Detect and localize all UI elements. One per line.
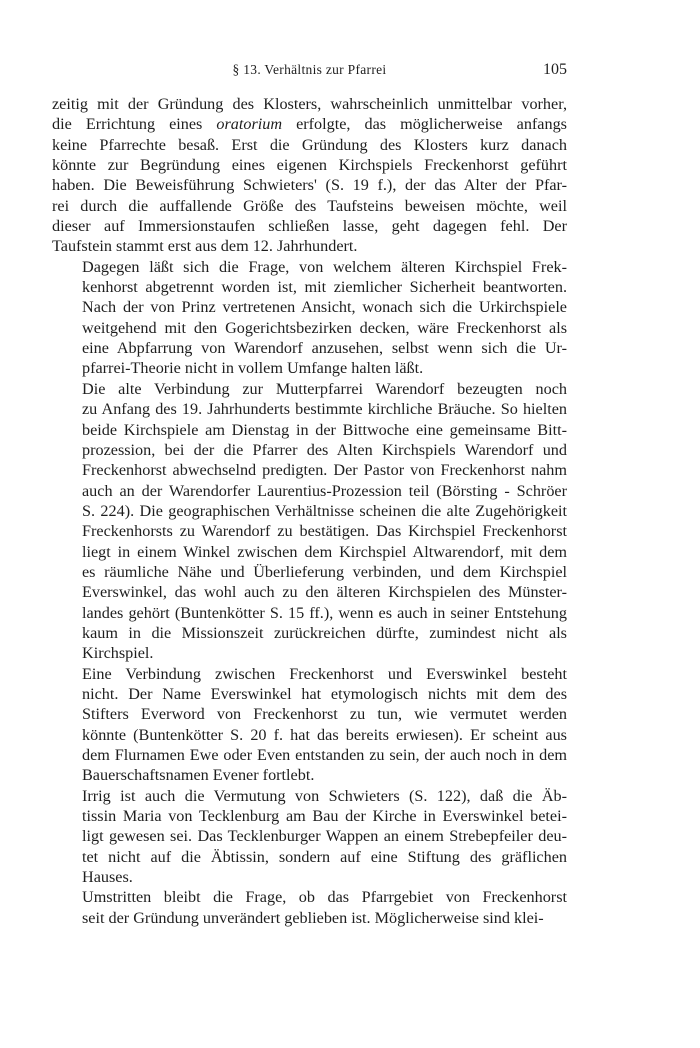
text-line: Dagegen läßt sich die Frage, von welchem älteren Kirchspiel Frek- bbox=[82, 257, 567, 276]
page-header bbox=[52, 62, 567, 84]
text-line: Everswinkel, das wohl auch zu den älteren Kirchspielen des Münster- bbox=[82, 583, 567, 602]
text-line: Die alte Verbindung zur Mutterpfarrei Warendorf bezeugten noch bbox=[82, 379, 567, 398]
paragraph bbox=[52, 94, 567, 257]
text-line: S. 224). Die geographischen Verhältnisse scheinen die alte Zugehörigkeit bbox=[82, 501, 567, 520]
text-line: dem Flurnamen Ewe oder Even entstanden zu sein, der auch noch in dem bbox=[82, 746, 567, 764]
text-line: prozession, bei der die Pfarrer des Alten Kirchspiels Warendorf und bbox=[82, 440, 567, 459]
text-line: kaum in die Missionszeit zurückreichen dürfte, zumindest nicht als bbox=[82, 623, 567, 642]
text-line: liegt in einem Winkel zwischen dem Kirchspiel Altwarendorf, mit dem bbox=[82, 542, 567, 561]
text-line: kenhorst abgetrennt worden ist, mit ziemlicher Sicherheit beantworten. bbox=[82, 278, 567, 297]
text-line: die Errichtung eines oratorium erfolgte, das möglicherweise anfangs bbox=[52, 115, 567, 134]
running-head: § 13. Verhältnis zur Pfarrei bbox=[232, 62, 387, 77]
paragraph bbox=[52, 257, 567, 379]
text-line: Hauses. bbox=[82, 868, 133, 887]
text-line: könnte (Buntenkötter S. 20 f. hat das bereits erwiesen). Er scheint aus bbox=[82, 725, 567, 744]
text-line: landes gehört (Buntenkötter S. 15 ff.), wenn es auch in seiner Entstehung bbox=[82, 603, 567, 622]
text-line: Stifters Everword von Freckenhorst zu tun, wie vermutet werden bbox=[82, 705, 567, 724]
body-text bbox=[52, 94, 567, 928]
text-line: zeitig mit der Gründung des Klosters, wahrscheinlich unmittelbar vorher, bbox=[52, 95, 567, 113]
paragraph bbox=[52, 786, 567, 888]
text-line: keine Pfarrechte besaß. Erst die Gründung des Klosters kurz danach bbox=[52, 135, 567, 154]
paragraph bbox=[52, 379, 567, 664]
text-line: Taufstein stammt erst aus dem 12. Jahrhundert. bbox=[52, 237, 358, 256]
text-line: dieser auf Immersionstaufen schließen lasse, geht dagegen fehl. Der bbox=[52, 217, 567, 236]
text-line: Freckenhorsts zu Warendorf zu bestätigen. Das Kirchspiel Freckenhorst bbox=[82, 522, 567, 541]
paragraph bbox=[52, 664, 567, 786]
text-line: beide Kirchspiele am Dienstag in der Bittwoche eine gemeinsame Bitt- bbox=[82, 420, 567, 439]
text-line: rei durch die auffallende Größe des Taufsteins beweisen möchte, weil bbox=[52, 196, 567, 215]
text-line: zu Anfang des 19. Jahrhunderts bestimmte kirchliche Bräuche. So hielten bbox=[82, 400, 567, 419]
text-line: Irrig ist auch die Vermutung von Schwieters (S. 122), daß die Äb- bbox=[82, 786, 567, 805]
text-line: weitgehend mit den Gogerichtsbezirken decken, wäre Freckenhorst als bbox=[82, 318, 567, 337]
text-line: es räumliche Nähe und Überlieferung verbinden, und dem Kirchspiel bbox=[82, 562, 567, 581]
paragraph bbox=[52, 887, 567, 928]
text-line: auch an der Warendorfer Laurentius-Prozession teil (Börsting - Schröer bbox=[82, 481, 567, 500]
text-line: ligt gewesen sei. Das Tecklenburger Wappen an einem Strebepfeiler deu- bbox=[82, 827, 567, 846]
text-line: haben. Die Beweisführung Schwieters' (S. 19 f.), der das Alter der Pfar- bbox=[52, 176, 567, 195]
text-line: Freckenhorst abwechselnd predigten. Der Pastor von Freckenhorst nahm bbox=[82, 461, 567, 480]
text-line: Nach der von Prinz vertretenen Ansicht, wonach sich die Urkirchspiele bbox=[82, 298, 567, 317]
page-number: 105 bbox=[543, 61, 567, 78]
text-line: nicht. Der Name Everswinkel hat etymologisch nichts mit dem des bbox=[82, 684, 567, 703]
text-line: tissin Maria von Tecklenburg am Bau der Kirche in Everswinkel betei- bbox=[82, 807, 567, 826]
text-line: Bauerschaftsnamen Evener fortlebt. bbox=[82, 766, 315, 785]
text-line: tet nicht auf die Äbtissin, sondern auf eine Stiftung des gräflichen bbox=[82, 847, 567, 866]
text-line: Kirchspiel. bbox=[82, 644, 154, 663]
text-line: Umstritten bleibt die Frage, ob das Pfarrgebiet von Freckenhorst bbox=[82, 888, 567, 907]
text-line: könnte zur Begründung eines eigenen Kirchspiels Freckenhorst geführt bbox=[52, 156, 567, 175]
text-line: eine Abpfarrung von Warendorf anzusehen, selbst wenn sich die Ur- bbox=[82, 339, 567, 358]
text-line: seit der Gründung unverändert geblieben ist. Möglicherweise sind klei- bbox=[82, 908, 544, 927]
text-line: Eine Verbindung zwischen Freckenhorst und Everswinkel besteht bbox=[82, 664, 567, 683]
text-line: pfarrei-Theorie nicht in vollem Umfange halten läßt. bbox=[82, 359, 424, 378]
